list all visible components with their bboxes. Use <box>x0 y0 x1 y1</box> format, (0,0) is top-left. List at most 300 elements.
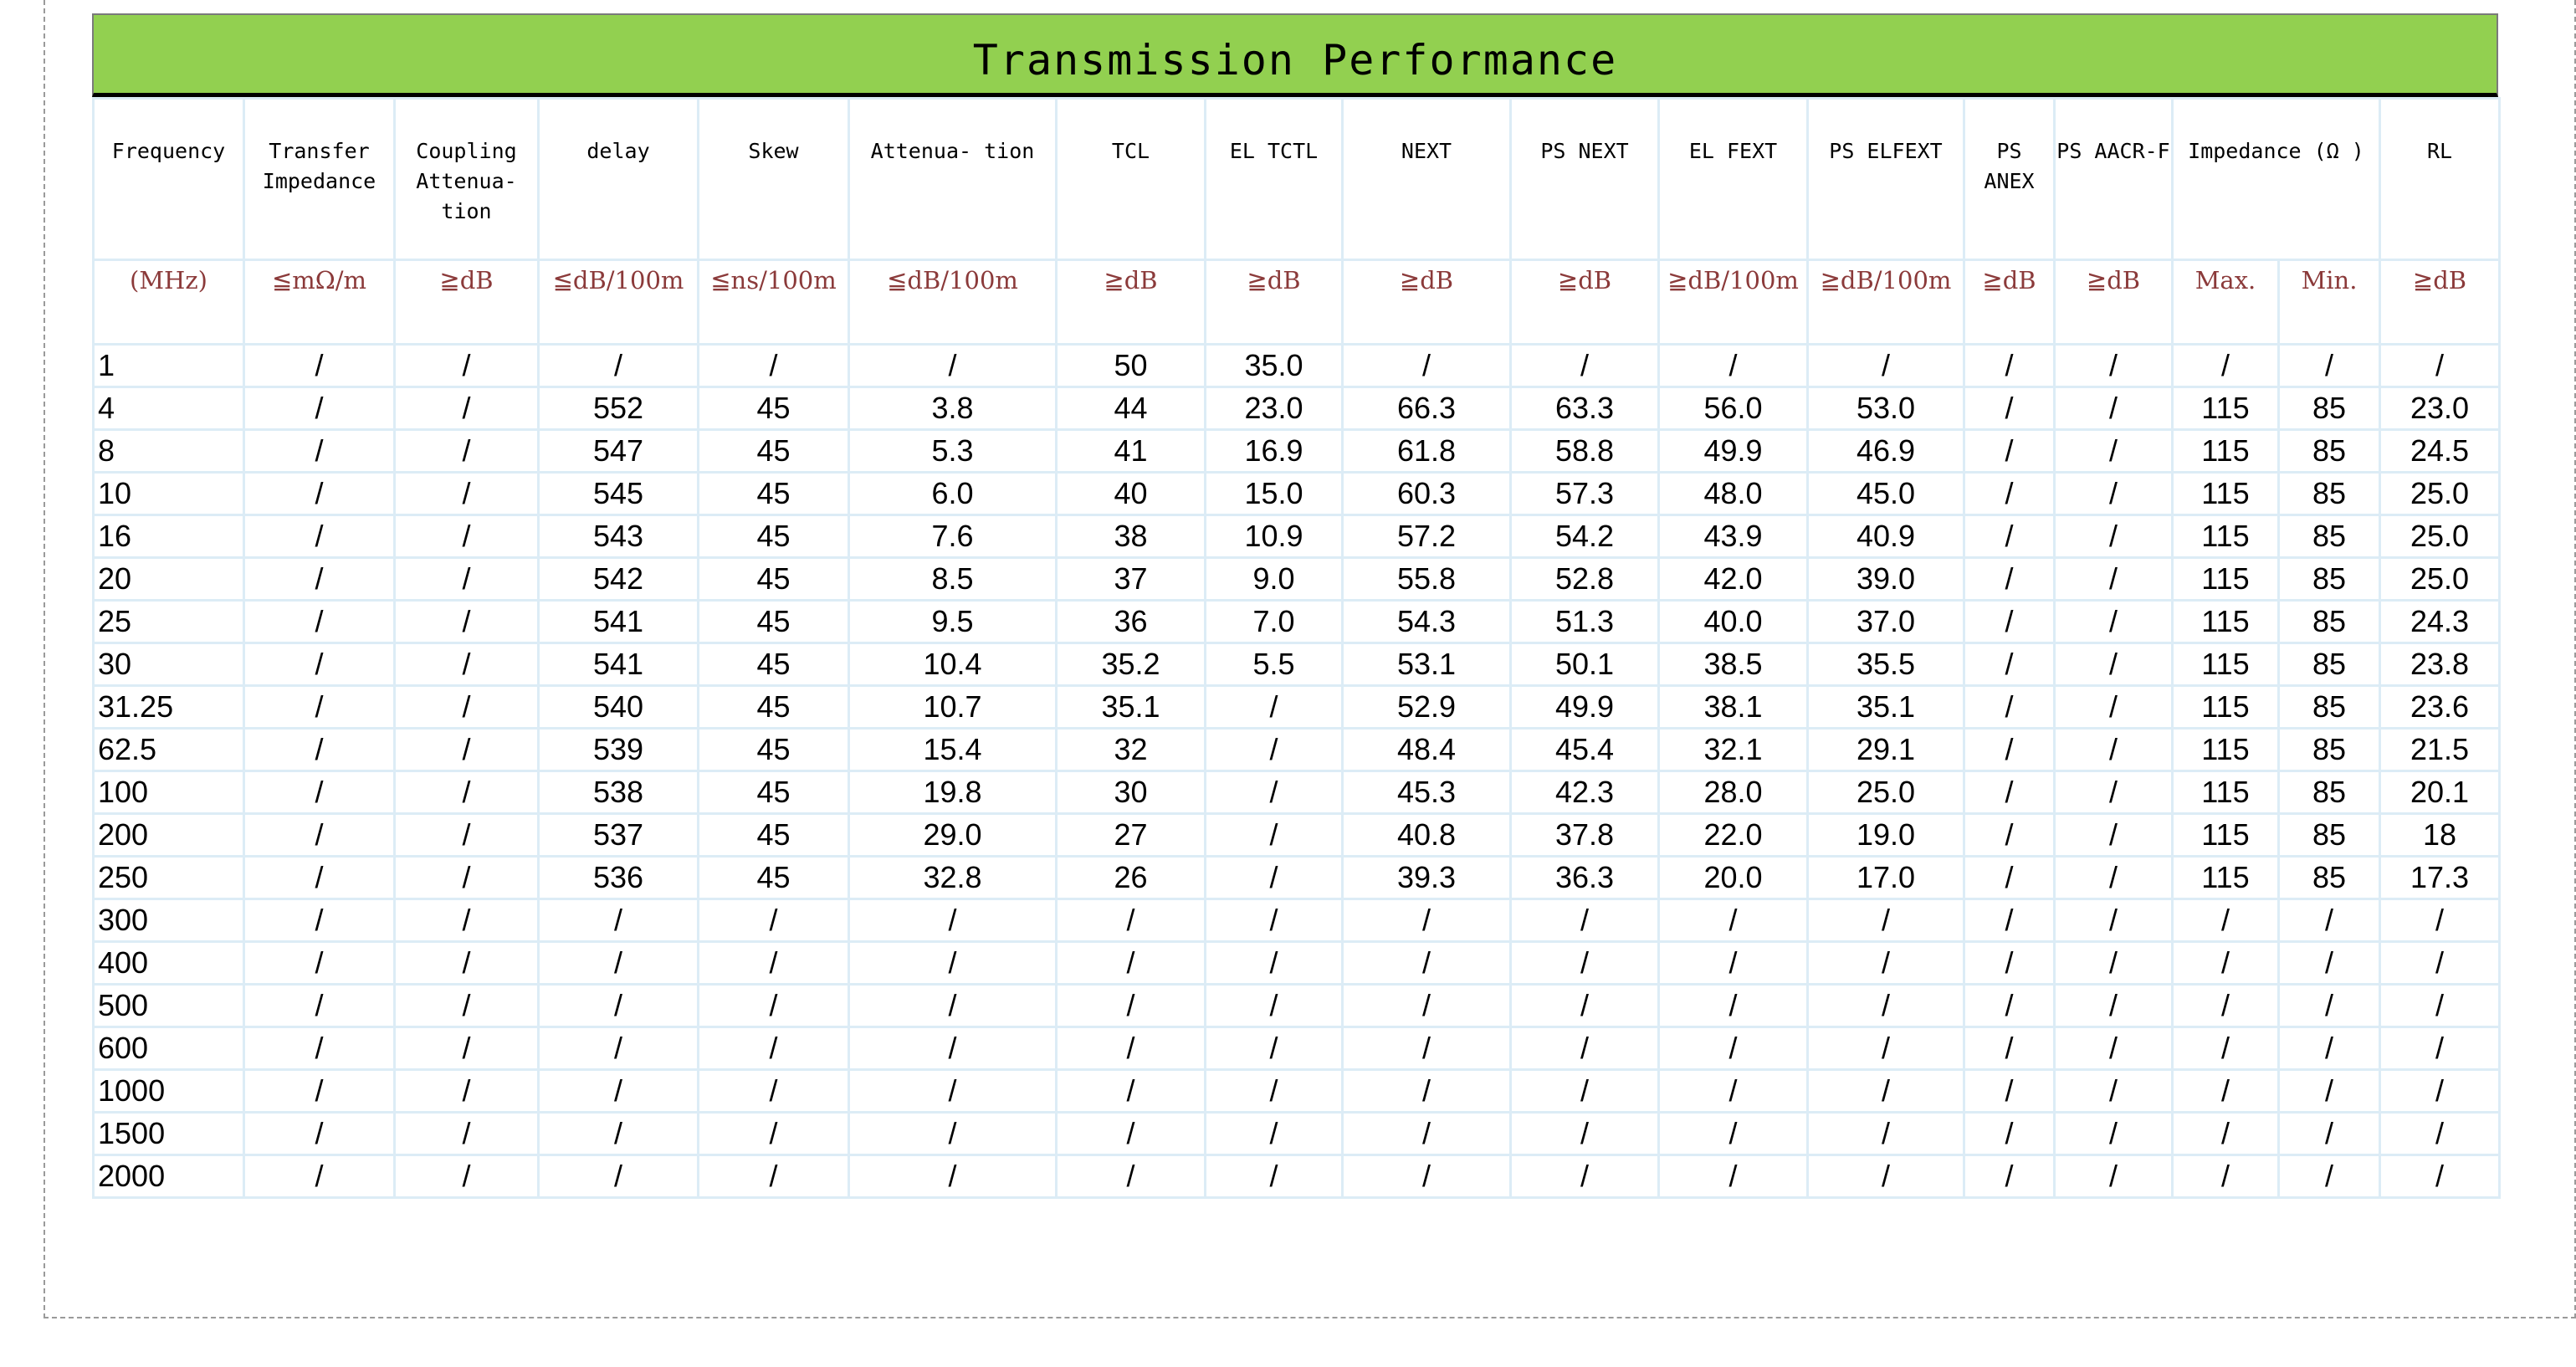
title-bar <box>92 13 2498 97</box>
value-cell: / <box>1511 345 1659 387</box>
value-cell: / <box>2279 985 2380 1027</box>
value-cell: 32.8 <box>849 857 1057 899</box>
value-cell: / <box>395 942 539 985</box>
value-cell: / <box>1343 985 1511 1027</box>
value-cell: / <box>1964 345 2055 387</box>
value-cell: / <box>395 345 539 387</box>
value-cell: 58.8 <box>1511 430 1659 473</box>
value-cell: 32.1 <box>1659 729 1808 771</box>
value-cell: / <box>1057 1070 1206 1113</box>
column-header: TCL <box>1057 99 1206 260</box>
value-cell: 552 <box>539 387 699 430</box>
value-cell: 49.9 <box>1511 686 1659 729</box>
value-cell: / <box>2055 985 2173 1027</box>
value-cell: / <box>849 345 1057 387</box>
unit-cell: ≧dB/100m <box>1659 260 1808 345</box>
value-cell: 45.0 <box>1808 473 1964 515</box>
value-cell: 36 <box>1057 601 1206 643</box>
table-row <box>94 1070 2500 1113</box>
value-cell: 115 <box>2173 814 2279 857</box>
value-cell: / <box>1808 1155 1964 1198</box>
value-cell: 27 <box>1057 814 1206 857</box>
value-cell: / <box>1964 1027 2055 1070</box>
column-header: Coupling Attenua-tion <box>395 99 539 260</box>
value-cell: / <box>539 942 699 985</box>
value-cell: 45.4 <box>1511 729 1659 771</box>
value-cell: / <box>1057 985 1206 1027</box>
value-cell: 536 <box>539 857 699 899</box>
value-cell: / <box>1964 643 2055 686</box>
value-cell: 23.8 <box>2380 643 2500 686</box>
value-cell: 37 <box>1057 558 1206 601</box>
value-cell: / <box>1964 814 2055 857</box>
value-cell: / <box>2055 558 2173 601</box>
value-cell: 20.1 <box>2380 771 2500 814</box>
value-cell: / <box>2055 814 2173 857</box>
value-cell: / <box>1659 345 1808 387</box>
value-cell: 85 <box>2279 473 2380 515</box>
value-cell: 23.6 <box>2380 686 2500 729</box>
value-cell: / <box>1808 942 1964 985</box>
value-cell: / <box>244 1070 395 1113</box>
value-cell: / <box>395 515 539 558</box>
value-cell: / <box>699 942 849 985</box>
value-cell: / <box>699 1113 849 1155</box>
value-cell: 543 <box>539 515 699 558</box>
unit-cell: ≧dB <box>1964 260 2055 345</box>
value-cell: / <box>2173 1070 2279 1113</box>
value-cell: / <box>699 899 849 942</box>
frequency-cell: 1 <box>94 345 244 387</box>
value-cell: 3.8 <box>849 387 1057 430</box>
value-cell: / <box>244 686 395 729</box>
value-cell: / <box>1057 899 1206 942</box>
unit-cell: ≧dB/100m <box>1808 260 1964 345</box>
value-cell: 545 <box>539 473 699 515</box>
value-cell: / <box>849 985 1057 1027</box>
value-cell: 23.0 <box>2380 387 2500 430</box>
value-cell: 115 <box>2173 729 2279 771</box>
value-cell: 30 <box>1057 771 1206 814</box>
value-cell: 28.0 <box>1659 771 1808 814</box>
value-cell: 5.3 <box>849 430 1057 473</box>
unit-cell: ≧dB <box>1343 260 1511 345</box>
value-cell: 40.0 <box>1659 601 1808 643</box>
value-cell: / <box>2055 643 2173 686</box>
frequency-cell: 16 <box>94 515 244 558</box>
value-cell: 45 <box>699 771 849 814</box>
value-cell: 53.1 <box>1343 643 1511 686</box>
value-cell: 25.0 <box>2380 558 2500 601</box>
value-cell: / <box>1964 686 2055 729</box>
value-cell: / <box>1964 473 2055 515</box>
value-cell: 9.5 <box>849 601 1057 643</box>
value-cell: 61.8 <box>1343 430 1511 473</box>
table-row <box>94 942 2500 985</box>
unit-cell: ≧dB <box>395 260 539 345</box>
value-cell: 50.1 <box>1511 643 1659 686</box>
value-cell: / <box>1343 1155 1511 1198</box>
value-cell: / <box>2055 515 2173 558</box>
value-cell: / <box>1511 1070 1659 1113</box>
value-cell: / <box>244 814 395 857</box>
value-cell: / <box>539 1070 699 1113</box>
table-row <box>94 515 2500 558</box>
table-row <box>94 473 2500 515</box>
value-cell: 45 <box>699 515 849 558</box>
value-cell: / <box>2380 1027 2500 1070</box>
value-cell: / <box>244 345 395 387</box>
value-cell: 115 <box>2173 515 2279 558</box>
value-cell: 45 <box>699 473 849 515</box>
value-cell: 25.0 <box>2380 473 2500 515</box>
column-header: Attenua- tion <box>849 99 1057 260</box>
frequency-cell: 30 <box>94 643 244 686</box>
frequency-cell: 1000 <box>94 1070 244 1113</box>
value-cell: / <box>244 899 395 942</box>
value-cell: / <box>2055 942 2173 985</box>
table-row <box>94 558 2500 601</box>
value-cell: 15.4 <box>849 729 1057 771</box>
table-row <box>94 1155 2500 1198</box>
value-cell: / <box>2279 1155 2380 1198</box>
value-cell: / <box>244 387 395 430</box>
value-cell: / <box>1964 771 2055 814</box>
value-cell: / <box>1964 1113 2055 1155</box>
unit-cell: ≦dB/100m <box>849 260 1057 345</box>
value-cell: / <box>1964 601 2055 643</box>
value-cell: 24.3 <box>2380 601 2500 643</box>
value-cell: / <box>244 558 395 601</box>
value-cell: / <box>1808 899 1964 942</box>
value-cell: / <box>2055 729 2173 771</box>
table-row <box>94 601 2500 643</box>
value-cell: / <box>2173 899 2279 942</box>
frequency-cell: 600 <box>94 1027 244 1070</box>
value-cell: / <box>2279 899 2380 942</box>
frequency-cell: 10 <box>94 473 244 515</box>
table-row <box>94 387 2500 430</box>
value-cell: 115 <box>2173 387 2279 430</box>
column-header: Impedance (Ω ) <box>2173 99 2380 260</box>
value-cell: 15.0 <box>1206 473 1343 515</box>
value-cell: / <box>1343 1113 1511 1155</box>
value-cell: / <box>395 985 539 1027</box>
value-cell: 16.9 <box>1206 430 1343 473</box>
value-cell: / <box>1057 942 1206 985</box>
value-cell: 37.0 <box>1808 601 1964 643</box>
value-cell: / <box>2055 473 2173 515</box>
value-cell: 85 <box>2279 558 2380 601</box>
value-cell: 42.3 <box>1511 771 1659 814</box>
value-cell: / <box>1964 942 2055 985</box>
value-cell: 540 <box>539 686 699 729</box>
value-cell: / <box>1659 942 1808 985</box>
value-cell: 54.2 <box>1511 515 1659 558</box>
value-cell: 85 <box>2279 601 2380 643</box>
value-cell: / <box>244 942 395 985</box>
value-cell: / <box>244 1113 395 1155</box>
value-cell: 541 <box>539 601 699 643</box>
column-header: EL TCTL <box>1206 99 1343 260</box>
value-cell: / <box>1808 1113 1964 1155</box>
value-cell: 63.3 <box>1511 387 1659 430</box>
unit-cell: (MHz) <box>94 260 244 345</box>
value-cell: 39.0 <box>1808 558 1964 601</box>
value-cell: 17.3 <box>2380 857 2500 899</box>
value-cell: 29.0 <box>849 814 1057 857</box>
frequency-cell: 200 <box>94 814 244 857</box>
value-cell: / <box>699 345 849 387</box>
value-cell: / <box>1964 558 2055 601</box>
value-cell: / <box>539 899 699 942</box>
value-cell: 7.0 <box>1206 601 1343 643</box>
value-cell: / <box>2055 345 2173 387</box>
column-header: EL FEXT <box>1659 99 1808 260</box>
value-cell: 40.9 <box>1808 515 1964 558</box>
value-cell: 24.5 <box>2380 430 2500 473</box>
value-cell: 57.3 <box>1511 473 1659 515</box>
frequency-cell: 400 <box>94 942 244 985</box>
value-cell: / <box>539 1113 699 1155</box>
value-cell: / <box>1511 1027 1659 1070</box>
value-cell: / <box>2055 857 2173 899</box>
value-cell: / <box>2055 1113 2173 1155</box>
value-cell: 115 <box>2173 601 2279 643</box>
value-cell: / <box>2173 1113 2279 1155</box>
table-row <box>94 771 2500 814</box>
value-cell: / <box>1511 1113 1659 1155</box>
value-cell: / <box>1964 899 2055 942</box>
frequency-cell: 20 <box>94 558 244 601</box>
value-cell: 29.1 <box>1808 729 1964 771</box>
value-cell: 18 <box>2380 814 2500 857</box>
value-cell: / <box>2173 942 2279 985</box>
value-cell: / <box>1206 686 1343 729</box>
value-cell: 50 <box>1057 345 1206 387</box>
value-cell: 52.8 <box>1511 558 1659 601</box>
value-cell: / <box>244 1155 395 1198</box>
value-cell: 10.9 <box>1206 515 1343 558</box>
frequency-cell: 500 <box>94 985 244 1027</box>
value-cell: / <box>244 857 395 899</box>
value-cell: / <box>395 729 539 771</box>
unit-cell: ≦mΩ/m <box>244 260 395 345</box>
column-header: delay <box>539 99 699 260</box>
unit-cell: ≧dB <box>1206 260 1343 345</box>
value-cell: / <box>1964 515 2055 558</box>
value-cell: / <box>1206 857 1343 899</box>
value-cell: / <box>395 1155 539 1198</box>
column-header: Skew <box>699 99 849 260</box>
value-cell: 40.8 <box>1343 814 1511 857</box>
value-cell: / <box>1057 1155 1206 1198</box>
value-cell: / <box>1808 985 1964 1027</box>
value-cell: / <box>2380 899 2500 942</box>
value-cell: 25.0 <box>1808 771 1964 814</box>
value-cell: 85 <box>2279 814 2380 857</box>
value-cell: 45.3 <box>1343 771 1511 814</box>
table-row <box>94 857 2500 899</box>
value-cell: 51.3 <box>1511 601 1659 643</box>
value-cell: 115 <box>2173 686 2279 729</box>
value-cell: / <box>2055 1070 2173 1113</box>
value-cell: 36.3 <box>1511 857 1659 899</box>
value-cell: 37.8 <box>1511 814 1659 857</box>
value-cell: 45 <box>699 601 849 643</box>
value-cell: / <box>2279 345 2380 387</box>
value-cell: 19.8 <box>849 771 1057 814</box>
value-cell: / <box>1206 729 1343 771</box>
value-cell: / <box>244 515 395 558</box>
value-cell: / <box>1659 1113 1808 1155</box>
unit-cell: ≧dB <box>1511 260 1659 345</box>
unit-cell: ≧dB <box>2380 260 2500 345</box>
value-cell: / <box>539 1027 699 1070</box>
value-cell: / <box>2055 899 2173 942</box>
column-header: RL <box>2380 99 2500 260</box>
value-cell: 85 <box>2279 686 2380 729</box>
value-cell: / <box>1343 1027 1511 1070</box>
unit-cell: ≧dB <box>1057 260 1206 345</box>
value-cell: / <box>395 1070 539 1113</box>
value-cell: 115 <box>2173 558 2279 601</box>
value-cell: 541 <box>539 643 699 686</box>
value-cell: 45 <box>699 814 849 857</box>
value-cell: / <box>2055 686 2173 729</box>
value-cell: / <box>2055 1155 2173 1198</box>
value-cell: / <box>2055 771 2173 814</box>
value-cell: 45 <box>699 729 849 771</box>
value-cell: / <box>395 771 539 814</box>
value-cell: 38 <box>1057 515 1206 558</box>
value-cell: 547 <box>539 430 699 473</box>
value-cell: / <box>2173 1155 2279 1198</box>
value-cell: 54.3 <box>1343 601 1511 643</box>
value-cell: 115 <box>2173 771 2279 814</box>
value-cell: / <box>2055 601 2173 643</box>
value-cell: / <box>539 985 699 1027</box>
value-cell: 45 <box>699 430 849 473</box>
value-cell: 35.5 <box>1808 643 1964 686</box>
column-header: PS ELFEXT <box>1808 99 1964 260</box>
value-cell: / <box>1964 729 2055 771</box>
value-cell: 6.0 <box>849 473 1057 515</box>
value-cell: / <box>395 601 539 643</box>
value-cell: / <box>849 899 1057 942</box>
value-cell: / <box>1659 899 1808 942</box>
value-cell: / <box>2380 985 2500 1027</box>
value-cell: 46.9 <box>1808 430 1964 473</box>
page-title: Transmission Performance <box>972 36 1618 84</box>
frequency-cell: 4 <box>94 387 244 430</box>
value-cell: / <box>2279 942 2380 985</box>
value-cell: / <box>2380 1070 2500 1113</box>
value-cell: / <box>395 473 539 515</box>
value-cell: / <box>395 857 539 899</box>
value-cell: / <box>2380 1155 2500 1198</box>
value-cell: / <box>699 1155 849 1198</box>
value-cell: / <box>2279 1113 2380 1155</box>
value-cell: / <box>1206 1155 1343 1198</box>
value-cell: 537 <box>539 814 699 857</box>
value-cell: 23.0 <box>1206 387 1343 430</box>
value-cell: / <box>1511 899 1659 942</box>
unit-cell: ≧dB <box>2055 260 2173 345</box>
value-cell: 38.1 <box>1659 686 1808 729</box>
unit-row <box>94 260 2500 345</box>
value-cell: 40 <box>1057 473 1206 515</box>
column-header: Frequency <box>94 99 244 260</box>
value-cell: / <box>2173 985 2279 1027</box>
frequency-cell: 100 <box>94 771 244 814</box>
value-cell: / <box>395 558 539 601</box>
frequency-cell: 1500 <box>94 1113 244 1155</box>
value-cell: 41 <box>1057 430 1206 473</box>
value-cell: 39.3 <box>1343 857 1511 899</box>
table-row <box>94 643 2500 686</box>
value-cell: 20.0 <box>1659 857 1808 899</box>
value-cell: 7.6 <box>849 515 1057 558</box>
value-cell: 35.1 <box>1808 686 1964 729</box>
value-cell: 35.1 <box>1057 686 1206 729</box>
unit-cell: ≦dB/100m <box>539 260 699 345</box>
value-cell: 115 <box>2173 643 2279 686</box>
table-row <box>94 1027 2500 1070</box>
value-cell: / <box>1206 1113 1343 1155</box>
value-cell: / <box>395 899 539 942</box>
value-cell: 44 <box>1057 387 1206 430</box>
value-cell: / <box>244 771 395 814</box>
value-cell: / <box>2380 942 2500 985</box>
value-cell: / <box>849 1070 1057 1113</box>
value-cell: / <box>2055 1027 2173 1070</box>
value-cell: 8.5 <box>849 558 1057 601</box>
value-cell: 115 <box>2173 430 2279 473</box>
value-cell: / <box>2173 345 2279 387</box>
value-cell: 21.5 <box>2380 729 2500 771</box>
value-cell: / <box>1964 985 2055 1027</box>
value-cell: 35.0 <box>1206 345 1343 387</box>
value-cell: / <box>699 1070 849 1113</box>
value-cell: / <box>395 643 539 686</box>
value-cell: / <box>2173 1027 2279 1070</box>
header-row <box>94 99 2500 260</box>
spreadsheet <box>92 13 2498 1199</box>
column-header: PS AACR-F <box>2055 99 2173 260</box>
value-cell: / <box>1659 1155 1808 1198</box>
value-cell: 10.4 <box>849 643 1057 686</box>
value-cell: / <box>1206 899 1343 942</box>
value-cell: 43.9 <box>1659 515 1808 558</box>
value-cell: / <box>539 1155 699 1198</box>
table-row <box>94 1113 2500 1155</box>
value-cell: / <box>1659 985 1808 1027</box>
table-row <box>94 814 2500 857</box>
value-cell: / <box>244 430 395 473</box>
value-cell: / <box>1343 1070 1511 1113</box>
value-cell: 85 <box>2279 515 2380 558</box>
value-cell: / <box>1964 1070 2055 1113</box>
value-cell: / <box>2279 1027 2380 1070</box>
value-cell: 48.4 <box>1343 729 1511 771</box>
value-cell: 5.5 <box>1206 643 1343 686</box>
value-cell: 66.3 <box>1343 387 1511 430</box>
table-row <box>94 899 2500 942</box>
value-cell: 85 <box>2279 430 2380 473</box>
value-cell: 45 <box>699 558 849 601</box>
value-cell: 542 <box>539 558 699 601</box>
